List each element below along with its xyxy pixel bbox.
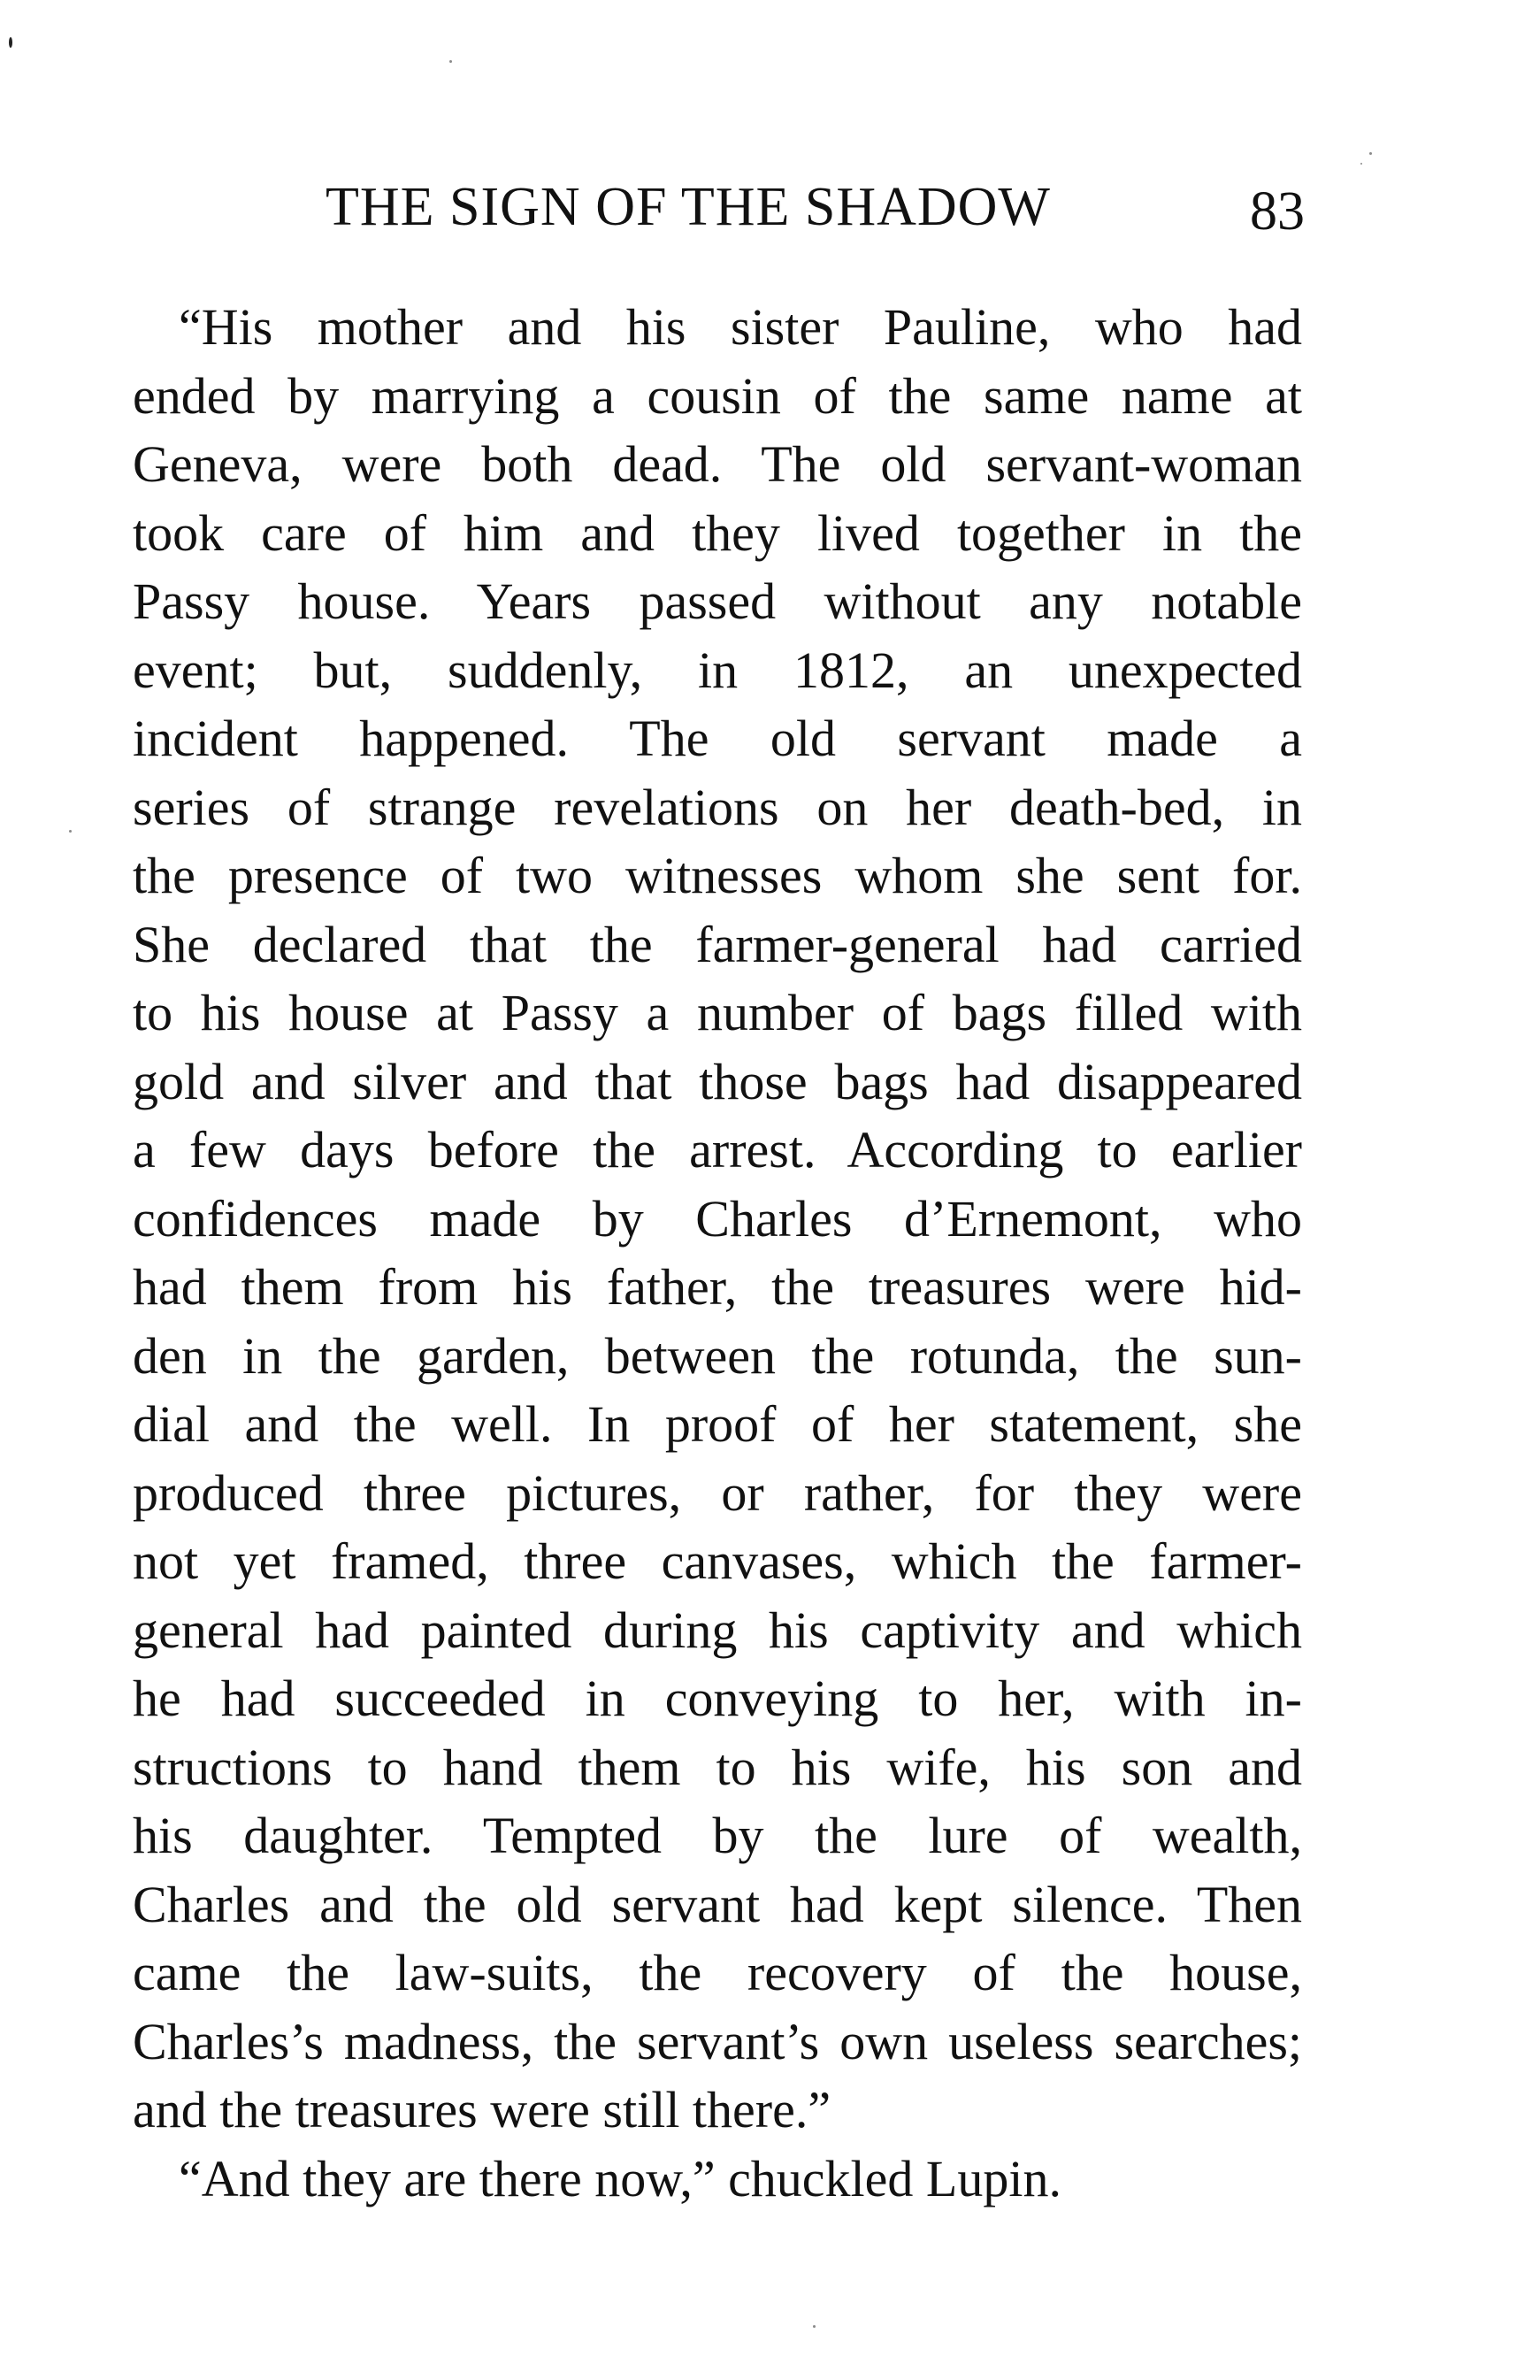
text-line: She declared that the farmer-general had carried — [133, 915, 1302, 973]
text-line: and the treasures were still there.” — [133, 2081, 831, 2138]
page-number: 83 — [1250, 181, 1305, 242]
text-line: Geneva, were both dead. The old servant-woman — [133, 435, 1302, 493]
text-line: “His mother and his sister Pauline, who had — [179, 298, 1302, 356]
text-line: Charles and the old servant had kept silence. Then — [133, 1875, 1302, 1933]
scan-speck — [449, 60, 452, 63]
text-line: a few days before the arrest. According to earlier — [133, 1121, 1302, 1178]
scan-speck — [813, 2325, 816, 2328]
text-line: dial and the well. In proof of her statement, she — [133, 1395, 1302, 1453]
text-line: came the law-suits, the recovery of the house, — [133, 1944, 1302, 2001]
text-line: general had painted during his captivity and which — [133, 1601, 1302, 1659]
text-line: structions to hand them to his wife, his son and — [133, 1738, 1302, 1796]
text-line: he had succeeded in conveying to her, with in- — [133, 1670, 1302, 1727]
scan-speck — [1369, 152, 1372, 155]
text-line: event; but, suddenly, in 1812, an unexpected — [133, 641, 1302, 699]
body-text — [133, 293, 1302, 2213]
text-line: Charles’s madness, the servant’s own useless searches; — [133, 2012, 1302, 2070]
scan-speck — [1360, 163, 1362, 165]
text-line: produced three pictures, or rather, for they were — [133, 1463, 1302, 1522]
text-line: incident happened. The old servant made a — [133, 710, 1302, 767]
text-line: Passy house. Years passed without any notable — [133, 572, 1302, 630]
running-title: THE SIGN OF THE SHADOW — [326, 177, 1051, 237]
text-line: gold and silver and that those bags had disappeared — [133, 1052, 1302, 1110]
text-line: had them from his father, the treasures were hid- — [133, 1258, 1302, 1316]
text-line: den in the garden, between the rotunda, the sun- — [133, 1326, 1302, 1385]
text-line: the presence of two witnesses whom she sent for. — [133, 847, 1302, 904]
text-line: his daughter. Tempted by the lure of wealth, — [133, 1807, 1302, 1864]
text-line: confidences made by Charles d’Ernemont, who — [133, 1189, 1302, 1248]
text-line: series of strange revelations on her death-bed, in — [133, 778, 1302, 836]
scan-speck — [69, 830, 72, 833]
text-line: not yet framed, three canvases, which the farmer- — [133, 1532, 1302, 1590]
text-line: “And they are there now,” chuckled Lupin. — [179, 2149, 1061, 2207]
text-line: took care of him and they lived together in the — [133, 503, 1302, 562]
text-line: to his house at Passy a number of bags filled with — [133, 984, 1302, 1041]
scan-speck — [9, 37, 12, 48]
text-line: ended by marrying a cousin of the same name at — [133, 366, 1302, 425]
